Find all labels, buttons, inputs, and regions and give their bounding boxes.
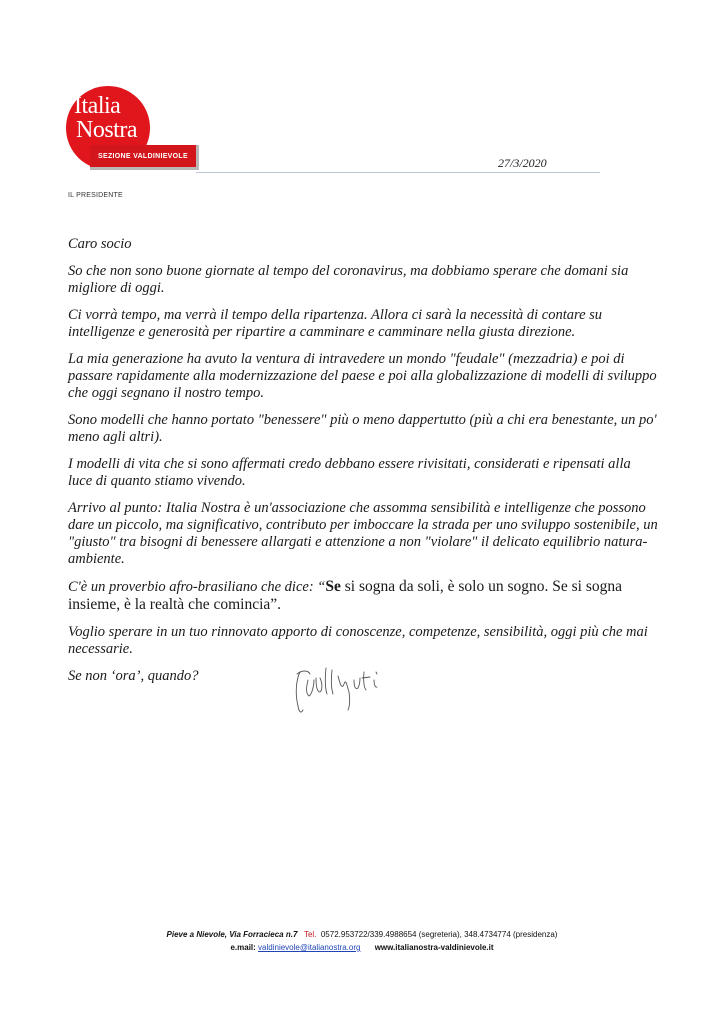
proverb-text: si sogna da soli, è solo un sogno. Se si sogna insieme, è la realtà che comincia”. xyxy=(68,578,623,613)
letter-date: 27/3/2020 xyxy=(498,156,547,170)
logo-line-2: Nostra xyxy=(76,117,137,143)
section-label-box xyxy=(90,145,199,170)
paragraph: I modelli di vita che si sono affermati credo debbano essere rivisitati, considerati e ripensati alla luce di quanto stiamo vivendo. xyxy=(68,456,631,489)
paragraph: Ci vorrà tempo, ma verrà il tempo della ripartenza. Allora ci sarà la necessità di contare su intelligenze e generosità per ripartire a camminare e camminare nella giusta direzione. xyxy=(68,307,603,340)
paragraph: Arrivo al punto: Italia Nostra è un'associazione che assomma sensibilità e intelligenze che possono dare un piccolo, ma significativo, contributo per imboccare la strada per uno sviluppo sostenibile, un "giusto" tra bisogni di benessere allargati e attenzione a non "violare" il delicato equilibrio natura-ambiente. xyxy=(68,500,658,567)
footer-address: Pieve a Nievole, Via Forracieca n.7 xyxy=(166,930,298,939)
italia-nostra-logo xyxy=(66,86,201,176)
proverb-paragraph xyxy=(68,578,658,614)
header-divider xyxy=(196,172,600,173)
closing-paragraph: Voglio sperare in un tuo rinnovato apporto di conoscenze, competenze, sensibilità, oggi più che mai necessarie. xyxy=(68,624,648,657)
footer-tel-label: Tel. xyxy=(303,930,317,939)
section-label: SEZIONE VALDINIEVOLE xyxy=(98,152,188,160)
footer-contact-line xyxy=(0,928,724,941)
handwritten-signature xyxy=(292,660,392,716)
letter-footer xyxy=(0,928,724,954)
footer-web-line xyxy=(0,941,724,954)
footer-website[interactable]: www.italianostra-valdinievole.it xyxy=(374,943,494,952)
sender-role: IL PRESIDENTE xyxy=(68,192,123,199)
paragraph: So che non sono buone giornate al tempo del coronavirus, ma dobbiamo sperare che domani sia migliore di oggi. xyxy=(68,263,629,296)
proverb-bold-word: Se xyxy=(325,578,341,595)
greeting: Caro socio xyxy=(68,236,132,252)
proverb-intro: C'è un proverbio afro-brasiliano che dice: “ xyxy=(68,579,326,595)
paragraph: Sono modelli che hanno portato "benessere" più o meno dappertutto (più a chi era benestante, un po' meno agli altri). xyxy=(68,412,657,445)
footer-email-link[interactable]: valdinievole@italianostra.org xyxy=(258,943,361,952)
footer-phones: 0572.953722/339.4988654 (segreteria), 348.4734774 (presidenza) xyxy=(320,930,558,939)
footer-email-label: e.mail: xyxy=(230,943,256,952)
paragraph: La mia generazione ha avuto la ventura di intravedere un mondo "feudale" (mezzadria) e poi di passare rapidamente alla modernizzazione del paese e poi alla globalizzazione di modelli di sviluppo che oggi segnano il nostro tempo. xyxy=(68,351,657,401)
logo-wordmark xyxy=(74,94,204,142)
letter-body xyxy=(68,236,658,695)
logo-line-1: Italia xyxy=(74,93,121,119)
final-question: Se non ‘ora’, quando? xyxy=(68,668,199,684)
